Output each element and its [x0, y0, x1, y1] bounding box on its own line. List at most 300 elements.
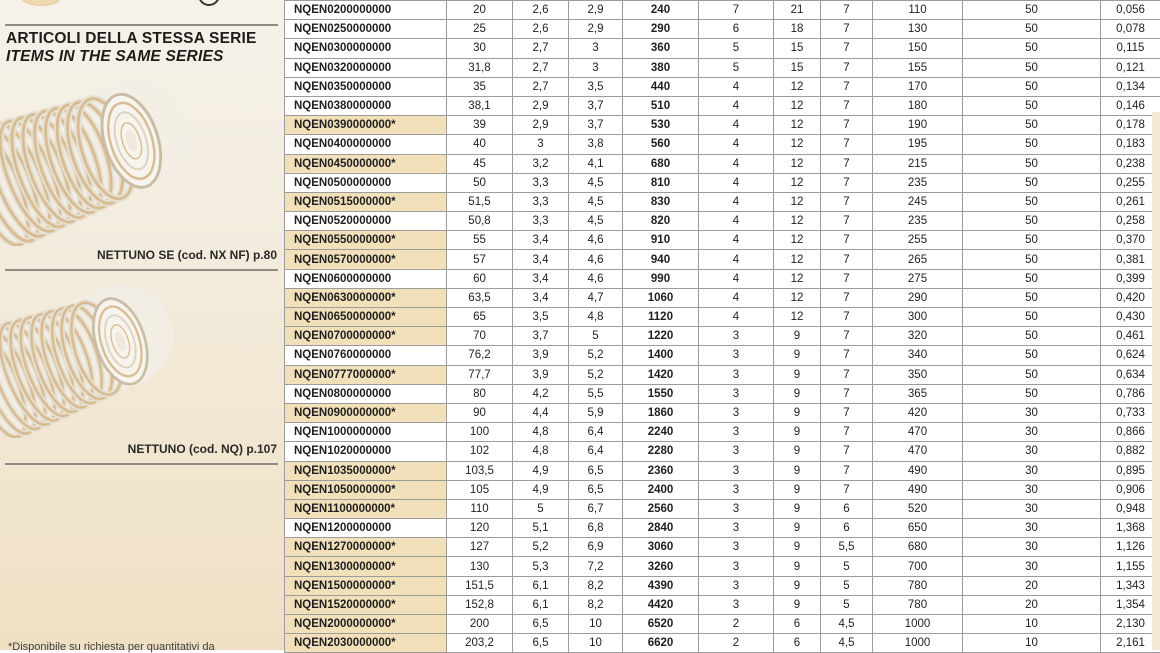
value-cell: 4: [699, 192, 774, 211]
value-cell: 4,5: [569, 173, 623, 192]
value-cell: 1000: [873, 615, 963, 634]
value-cell: 4: [699, 288, 774, 307]
table-row: [285, 1, 1160, 20]
table-row: [285, 212, 1160, 231]
table-row: [285, 20, 1160, 39]
value-cell: 3,3: [513, 212, 569, 231]
value-cell: 8,2: [569, 595, 623, 614]
value-cell: 55: [447, 231, 513, 250]
value-cell: 7: [821, 288, 873, 307]
value-cell: 3: [699, 346, 774, 365]
value-cell: 340: [873, 346, 963, 365]
value-cell: 50: [963, 288, 1101, 307]
value-cell: 9: [774, 423, 821, 442]
value-cell: 50,8: [447, 212, 513, 231]
value-cell: 12: [774, 135, 821, 154]
value-cell: 2400: [623, 480, 699, 499]
value-cell: 530: [623, 116, 699, 135]
sidebar: [0, 0, 284, 650]
value-cell: 3: [699, 384, 774, 403]
value-cell: 3060: [623, 538, 699, 557]
value-cell: 235: [873, 173, 963, 192]
product-code-cell: NQEN0515000000*: [285, 192, 447, 211]
value-cell: 380: [623, 58, 699, 77]
value-cell: 3,4: [513, 250, 569, 269]
value-cell: 830: [623, 192, 699, 211]
value-cell: 2,6: [513, 1, 569, 20]
product-code-cell: NQEN0600000000: [285, 269, 447, 288]
value-cell: 6,4: [569, 442, 623, 461]
value-cell: 4: [699, 231, 774, 250]
value-cell: 3: [699, 499, 774, 518]
availability-footnote: *Disponibile su richiesta per quantitativi da: [8, 641, 215, 653]
value-cell: 7: [821, 423, 873, 442]
value-cell: 0,255: [1101, 173, 1160, 192]
value-cell: 7: [821, 1, 873, 20]
series-heading: [6, 30, 257, 66]
value-cell: 6,4: [569, 423, 623, 442]
product-code-cell: NQEN0300000000: [285, 39, 447, 58]
value-cell: 2360: [623, 461, 699, 480]
value-cell: 3: [699, 519, 774, 538]
value-cell: 0,733: [1101, 403, 1160, 422]
value-cell: 360: [623, 39, 699, 58]
value-cell: 10: [569, 615, 623, 634]
product-code-cell: NQEN0500000000: [285, 173, 447, 192]
value-cell: 50: [963, 1, 1101, 20]
table-row: [285, 308, 1160, 327]
value-cell: 9: [774, 442, 821, 461]
value-cell: 4,8: [513, 442, 569, 461]
value-cell: 4,6: [569, 231, 623, 250]
value-cell: 4: [699, 269, 774, 288]
value-cell: 7: [821, 231, 873, 250]
value-cell: 130: [447, 557, 513, 576]
product-code-cell: NQEN1050000000*: [285, 480, 447, 499]
value-cell: 90: [447, 403, 513, 422]
value-cell: 0,399: [1101, 269, 1160, 288]
value-cell: 510: [623, 96, 699, 115]
value-cell: 910: [623, 231, 699, 250]
value-cell: 6,5: [513, 615, 569, 634]
value-cell: 2: [699, 634, 774, 653]
value-cell: 8,2: [569, 576, 623, 595]
value-cell: 4: [699, 308, 774, 327]
table-row: [285, 595, 1160, 614]
value-cell: 2,9: [513, 96, 569, 115]
table-row: [285, 250, 1160, 269]
value-cell: 3,4: [513, 231, 569, 250]
value-cell: 1,343: [1101, 576, 1160, 595]
product-code-cell: NQEN0650000000*: [285, 308, 447, 327]
value-cell: 680: [623, 154, 699, 173]
table-row: [285, 346, 1160, 365]
value-cell: 0,134: [1101, 77, 1160, 96]
value-cell: 6620: [623, 634, 699, 653]
value-cell: 7: [821, 365, 873, 384]
value-cell: 50: [963, 116, 1101, 135]
product-code-cell: NQEN0390000000*: [285, 116, 447, 135]
value-cell: 245: [873, 192, 963, 211]
value-cell: 3,5: [513, 308, 569, 327]
value-cell: 7: [821, 480, 873, 499]
value-cell: 7: [699, 1, 774, 20]
value-cell: 5,2: [569, 365, 623, 384]
value-cell: 50: [963, 39, 1101, 58]
value-cell: 50: [963, 250, 1101, 269]
value-cell: 290: [873, 288, 963, 307]
value-cell: 190: [873, 116, 963, 135]
value-cell: 4,8: [513, 423, 569, 442]
table-row: [285, 615, 1160, 634]
value-cell: 1550: [623, 384, 699, 403]
value-cell: 30: [963, 442, 1101, 461]
value-cell: 30: [963, 461, 1101, 480]
value-cell: 65: [447, 308, 513, 327]
product-code-cell: NQEN0200000000: [285, 1, 447, 20]
value-cell: 2,9: [513, 116, 569, 135]
value-cell: 12: [774, 250, 821, 269]
value-cell: 30: [963, 538, 1101, 557]
value-cell: 39: [447, 116, 513, 135]
value-cell: 0,882: [1101, 442, 1160, 461]
value-cell: 255: [873, 231, 963, 250]
value-cell: 6,5: [569, 461, 623, 480]
value-cell: 2560: [623, 499, 699, 518]
value-cell: 3,4: [513, 269, 569, 288]
value-cell: 6520: [623, 615, 699, 634]
value-cell: 560: [623, 135, 699, 154]
product-code-cell: NQEN0450000000*: [285, 154, 447, 173]
value-cell: 320: [873, 327, 963, 346]
value-cell: 7,2: [569, 557, 623, 576]
related-item-caption: NETTUNO SE (cod. NX NF) p.80: [97, 248, 277, 262]
value-cell: 9: [774, 557, 821, 576]
value-cell: 0,906: [1101, 480, 1160, 499]
value-cell: 9: [774, 595, 821, 614]
value-cell: 0,370: [1101, 231, 1160, 250]
value-cell: 12: [774, 288, 821, 307]
value-cell: 2,7: [513, 77, 569, 96]
value-cell: 215: [873, 154, 963, 173]
value-cell: 20: [963, 595, 1101, 614]
product-code-cell: NQEN0350000000: [285, 77, 447, 96]
value-cell: 1,126: [1101, 538, 1160, 557]
value-cell: 6: [774, 615, 821, 634]
value-cell: 151,5: [447, 576, 513, 595]
table-row: [285, 403, 1160, 422]
value-cell: 3,9: [513, 346, 569, 365]
product-code-cell: NQEN0630000000*: [285, 288, 447, 307]
value-cell: 1,155: [1101, 557, 1160, 576]
product-table-body: [285, 1, 1160, 653]
value-cell: 30: [447, 39, 513, 58]
value-cell: 50: [963, 327, 1101, 346]
table-row: [285, 365, 1160, 384]
value-cell: 2,130: [1101, 615, 1160, 634]
value-cell: 30: [963, 480, 1101, 499]
value-cell: 4,5: [821, 615, 873, 634]
value-cell: 50: [963, 77, 1101, 96]
value-cell: 155: [873, 58, 963, 77]
value-cell: 6: [821, 519, 873, 538]
value-cell: 130: [873, 20, 963, 39]
value-cell: 6,7: [569, 499, 623, 518]
product-code-cell: NQEN1520000000*: [285, 595, 447, 614]
value-cell: 0,146: [1101, 96, 1160, 115]
value-cell: 4,4: [513, 403, 569, 422]
value-cell: 7: [821, 269, 873, 288]
value-cell: 100: [447, 423, 513, 442]
value-cell: 490: [873, 480, 963, 499]
product-code-cell: NQEN1270000000*: [285, 538, 447, 557]
value-cell: 3,2: [513, 154, 569, 173]
value-cell: 20: [963, 576, 1101, 595]
value-cell: 3: [569, 39, 623, 58]
value-cell: 1120: [623, 308, 699, 327]
table-row: [285, 39, 1160, 58]
value-cell: 50: [963, 212, 1101, 231]
value-cell: 1,354: [1101, 595, 1160, 614]
value-cell: 3: [699, 480, 774, 499]
value-cell: 5,2: [513, 538, 569, 557]
product-code-cell: NQEN1100000000*: [285, 499, 447, 518]
value-cell: 3,8: [569, 135, 623, 154]
value-cell: 3: [699, 365, 774, 384]
value-cell: 7: [821, 403, 873, 422]
value-cell: 4: [699, 77, 774, 96]
value-cell: 50: [963, 58, 1101, 77]
divider: [5, 24, 278, 26]
value-cell: 0,121: [1101, 58, 1160, 77]
value-cell: 7: [821, 442, 873, 461]
value-cell: 3: [699, 403, 774, 422]
value-cell: 6,5: [569, 480, 623, 499]
table-row: [285, 116, 1160, 135]
value-cell: 15: [774, 39, 821, 58]
product-code-cell: NQEN0900000000*: [285, 403, 447, 422]
table-row: [285, 192, 1160, 211]
value-cell: 2,9: [569, 1, 623, 20]
value-cell: 0,634: [1101, 365, 1160, 384]
product-code-cell: NQEN1035000000*: [285, 461, 447, 480]
value-cell: 5,1: [513, 519, 569, 538]
value-cell: 200: [447, 615, 513, 634]
value-cell: 7: [821, 20, 873, 39]
value-cell: 45: [447, 154, 513, 173]
value-cell: 3,4: [513, 288, 569, 307]
value-cell: 7: [821, 308, 873, 327]
value-cell: 4,2: [513, 384, 569, 403]
product-code-cell: NQEN1500000000*: [285, 576, 447, 595]
product-code-cell: NQEN1200000000: [285, 519, 447, 538]
value-cell: 10: [963, 634, 1101, 653]
value-cell: 2280: [623, 442, 699, 461]
product-code-cell: NQEN2000000000*: [285, 615, 447, 634]
value-cell: 6,1: [513, 595, 569, 614]
value-cell: 1420: [623, 365, 699, 384]
value-cell: 6: [774, 634, 821, 653]
series-heading-english: ITEMS IN THE SAME SERIES: [6, 48, 257, 66]
value-cell: 110: [447, 499, 513, 518]
value-cell: 1000: [873, 634, 963, 653]
value-cell: 3260: [623, 557, 699, 576]
product-code-cell: NQEN2030000000*: [285, 634, 447, 653]
value-cell: 40: [447, 135, 513, 154]
value-cell: 7: [821, 384, 873, 403]
value-cell: 9: [774, 346, 821, 365]
value-cell: 0,261: [1101, 192, 1160, 211]
value-cell: 7: [821, 96, 873, 115]
value-cell: 7: [821, 39, 873, 58]
value-cell: 2,6: [513, 20, 569, 39]
hose-product-photo-nettuno: [0, 280, 178, 438]
value-cell: 77,7: [447, 365, 513, 384]
value-cell: 4,8: [569, 308, 623, 327]
value-cell: 1220: [623, 327, 699, 346]
value-cell: 5: [821, 557, 873, 576]
value-cell: 4420: [623, 595, 699, 614]
value-cell: 0,624: [1101, 346, 1160, 365]
table-row: [285, 77, 1160, 96]
value-cell: 6: [699, 20, 774, 39]
table-row: [285, 538, 1160, 557]
value-cell: 4,7: [569, 288, 623, 307]
value-cell: 12: [774, 154, 821, 173]
value-cell: 2,161: [1101, 634, 1160, 653]
value-cell: 6,1: [513, 576, 569, 595]
value-cell: 9: [774, 384, 821, 403]
value-cell: 3: [699, 442, 774, 461]
value-cell: 20: [447, 1, 513, 20]
value-cell: 0,866: [1101, 423, 1160, 442]
table-row: [285, 231, 1160, 250]
value-cell: 235: [873, 212, 963, 231]
value-cell: 4: [699, 135, 774, 154]
table-row: [285, 173, 1160, 192]
value-cell: 127: [447, 538, 513, 557]
value-cell: 3: [699, 461, 774, 480]
product-code-cell: NQEN0700000000*: [285, 327, 447, 346]
value-cell: 780: [873, 576, 963, 595]
value-cell: 7: [821, 212, 873, 231]
value-cell: 3,7: [569, 116, 623, 135]
value-cell: 35: [447, 77, 513, 96]
value-cell: 2,7: [513, 39, 569, 58]
series-heading-italian: ARTICOLI DELLA STESSA SERIE: [6, 30, 257, 48]
value-cell: 265: [873, 250, 963, 269]
value-cell: 103,5: [447, 461, 513, 480]
value-cell: 50: [963, 154, 1101, 173]
table-row: [285, 423, 1160, 442]
value-cell: 31,8: [447, 58, 513, 77]
value-cell: 3: [699, 423, 774, 442]
value-cell: 3: [699, 576, 774, 595]
value-cell: 4: [699, 116, 774, 135]
value-cell: 2,9: [569, 20, 623, 39]
value-cell: 50: [963, 231, 1101, 250]
value-cell: 7: [821, 135, 873, 154]
value-cell: 5,5: [821, 538, 873, 557]
value-cell: 12: [774, 308, 821, 327]
value-cell: 12: [774, 173, 821, 192]
value-cell: 1,368: [1101, 519, 1160, 538]
value-cell: 520: [873, 499, 963, 518]
value-cell: 10: [569, 634, 623, 653]
value-cell: 6,9: [569, 538, 623, 557]
value-cell: 7: [821, 346, 873, 365]
value-cell: 2840: [623, 519, 699, 538]
value-cell: 6,5: [513, 634, 569, 653]
value-cell: 30: [963, 499, 1101, 518]
value-cell: 3: [699, 595, 774, 614]
value-cell: 12: [774, 116, 821, 135]
table-row: [285, 96, 1160, 115]
value-cell: 650: [873, 519, 963, 538]
value-cell: 9: [774, 538, 821, 557]
table-row: [285, 557, 1160, 576]
value-cell: 7: [821, 173, 873, 192]
product-code-cell: NQEN0570000000*: [285, 250, 447, 269]
value-cell: 7: [821, 461, 873, 480]
product-code-cell: NQEN0777000000*: [285, 365, 447, 384]
value-cell: 60: [447, 269, 513, 288]
value-cell: 3,9: [513, 365, 569, 384]
value-cell: 9: [774, 519, 821, 538]
value-cell: 0,430: [1101, 308, 1160, 327]
value-cell: 490: [873, 461, 963, 480]
value-cell: 9: [774, 480, 821, 499]
value-cell: 7: [821, 154, 873, 173]
value-cell: 50: [963, 20, 1101, 39]
value-cell: 120: [447, 519, 513, 538]
divider: [5, 269, 278, 271]
value-cell: 170: [873, 77, 963, 96]
value-cell: 110: [873, 1, 963, 20]
table-row: [285, 288, 1160, 307]
value-cell: 4: [699, 173, 774, 192]
value-cell: 0,381: [1101, 250, 1160, 269]
value-cell: 5: [821, 576, 873, 595]
value-cell: 25: [447, 20, 513, 39]
table-row: [285, 576, 1160, 595]
table-row: [285, 384, 1160, 403]
product-code-cell: NQEN0800000000: [285, 384, 447, 403]
value-cell: 50: [963, 173, 1101, 192]
table-row: [285, 499, 1160, 518]
table-row: [285, 480, 1160, 499]
value-cell: 4390: [623, 576, 699, 595]
value-cell: 12: [774, 77, 821, 96]
value-cell: 440: [623, 77, 699, 96]
value-cell: 50: [963, 269, 1101, 288]
value-cell: 30: [963, 557, 1101, 576]
value-cell: 12: [774, 96, 821, 115]
value-cell: 5,3: [513, 557, 569, 576]
product-code-cell: NQEN1020000000: [285, 442, 447, 461]
value-cell: 2: [699, 615, 774, 634]
value-cell: 0,238: [1101, 154, 1160, 173]
value-cell: 12: [774, 212, 821, 231]
value-cell: 51,5: [447, 192, 513, 211]
value-cell: 4,5: [569, 212, 623, 231]
value-cell: 12: [774, 192, 821, 211]
value-cell: 5,5: [569, 384, 623, 403]
value-cell: 365: [873, 384, 963, 403]
value-cell: 50: [963, 308, 1101, 327]
value-cell: 3: [513, 135, 569, 154]
value-cell: 7: [821, 192, 873, 211]
